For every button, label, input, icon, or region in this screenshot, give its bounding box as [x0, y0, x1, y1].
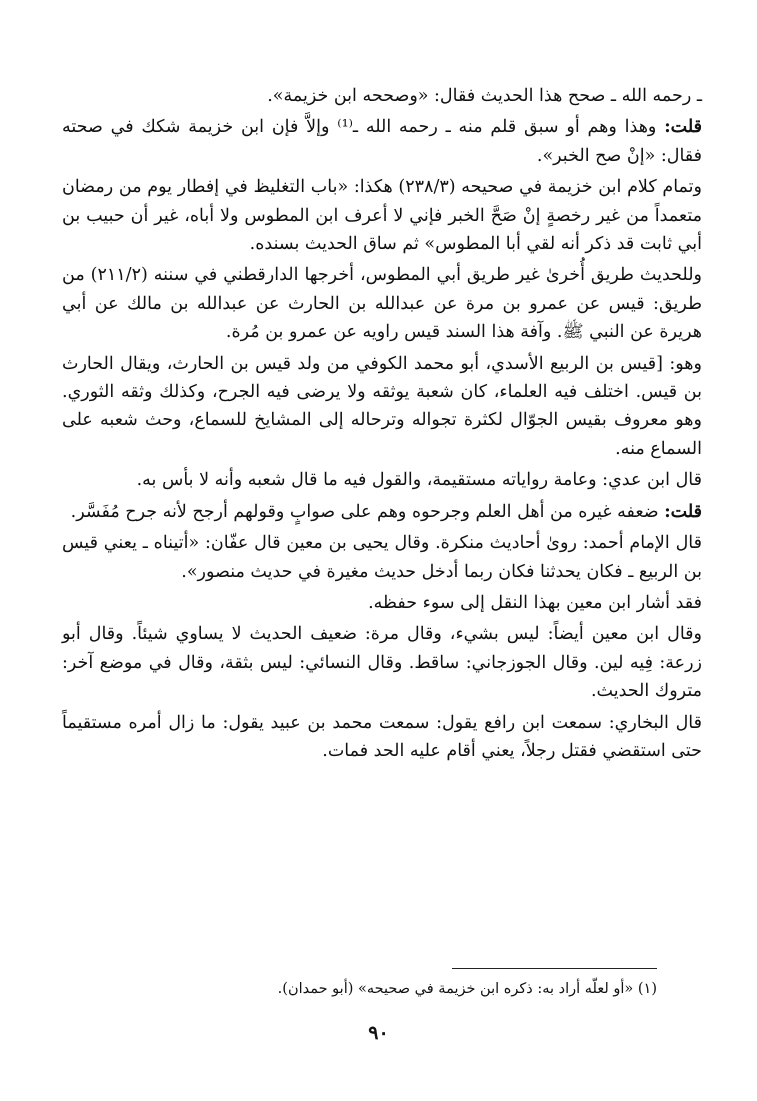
paragraph-2 — [62, 113, 702, 170]
paragraph-9 — [62, 589, 702, 617]
paragraph-text: وتمام كلام ابن خزيمة في صحيحه (٢٣٨/٣) هكذا: «باب التغليظ في إفطار يوم من رمضان متعمداً من غير رخصةٍ إنْ صَحَّ الخبر فإني لا أعرف ابن المطوس ولا أباه، غير أن حبيب بن أبي ثابت قد ذكر أنه لقي أبا المطوس» ثم ساق الحديث بسنده. — [62, 177, 702, 255]
paragraph-lead: قلت: — [664, 501, 702, 522]
paragraph-text: وهو: [قيس بن الربيع الأسدي، أبو محمد الكوفي من ولد قيس بن الحارث، ويقال الحارث بن قيس. اختلف فيه العلماء، كان شعبة يوثقه ولا يرضى فيه الجرح، وكذلك وثقه الثوري. وهو معروف بقيس الجوّال لكثرة تجواله وترحاله إلى المشايخ للسماع، وحث شعبه على السماع منه. — [62, 353, 702, 459]
paragraph-5 — [62, 350, 702, 464]
paragraph-text: قال ابن عدي: وعامة رواياته مستقيمة، والقول فيه ما قال شعبه وأنه لا بأس به. — [136, 470, 702, 491]
footnote: (١) «أو لعلّه أراد به: ذكره ابن خزيمة في صحيحه» (أبو حمدان). — [277, 981, 657, 997]
page-body — [62, 82, 702, 768]
paragraph-text: ضعفه غيره من أهل العلم وجرحوه وهم على صوابٍ وقولهم أرجح لأنه جرح مُفَسَّر. — [70, 501, 665, 522]
paragraph-6 — [62, 466, 702, 494]
paragraph-8 — [62, 529, 702, 586]
paragraph-text: وللحديث طريق أُخرىٰ غير طريق أبي المطوس، أخرجها الدارقطني في سننه (٢١١/٢) من طريق: قيس عن عمرو بن مرة عن عبدالله بن الحارث عن عبدالله بن مالك عن أبي هريرة عن النبي ﷺ. وآفة هذا السند قيس راويه عن عمرو بن مُرة. — [62, 265, 703, 343]
paragraph-1 — [62, 82, 702, 110]
paragraph-text: وقال ابن معين أيضاً: ليس بشيء، وقال مرة: ضعيف الحديث لا يساوي شيئاً. وقال أبو زرعة: فِيه لين. وقال الجوزجاني: ساقط. وقال النسائي: ليس بثقة، وقال في موضع آخر: متروك الحديث. — [62, 624, 702, 702]
paragraph-text: ـ رحمه الله ـ صحح هذا الحديث فقال: «وصححه ابن خزيمة». — [267, 86, 702, 106]
paragraph-7 — [62, 498, 702, 526]
paragraph-text: قال الإمام أحمد: روىٰ أحاديث منكرة. وقال يحيى بن معين قال عفّان: «أتيناه ـ يعني قيس بن الربيع ـ فكان يحدثنا فكان ربما أدخل حديث مغيرة في حديث منصور». — [62, 533, 702, 582]
paragraph-11 — [62, 709, 702, 766]
paragraph-text: قال البخاري: سمعت ابن رافع يقول: سمعت محمد بن عبيد يقول: ما زال أمره مستقيماً حتى استقضي فقتل رجلاً، يعني أقام عليه الحد فمات. — [62, 712, 702, 761]
paragraph-text: فقد أشار ابن معين بهذا النقل إلى سوء حفظه. — [368, 592, 702, 613]
footnote-divider — [452, 968, 657, 969]
paragraph-3 — [62, 173, 702, 258]
paragraph-10 — [62, 620, 702, 705]
paragraph-text: وهذا وهم أو سبق قلم منه ـ رحمه الله ـ⁽¹⁾ وإلاَّ فإن ابن خزيمة شكك في صحته فقال: «إنْ صح الخبر». — [62, 117, 702, 166]
paragraph-lead: قلت: — [664, 117, 702, 138]
paragraph-4 — [62, 261, 702, 346]
page-number: ٩٠ — [368, 1022, 389, 1044]
